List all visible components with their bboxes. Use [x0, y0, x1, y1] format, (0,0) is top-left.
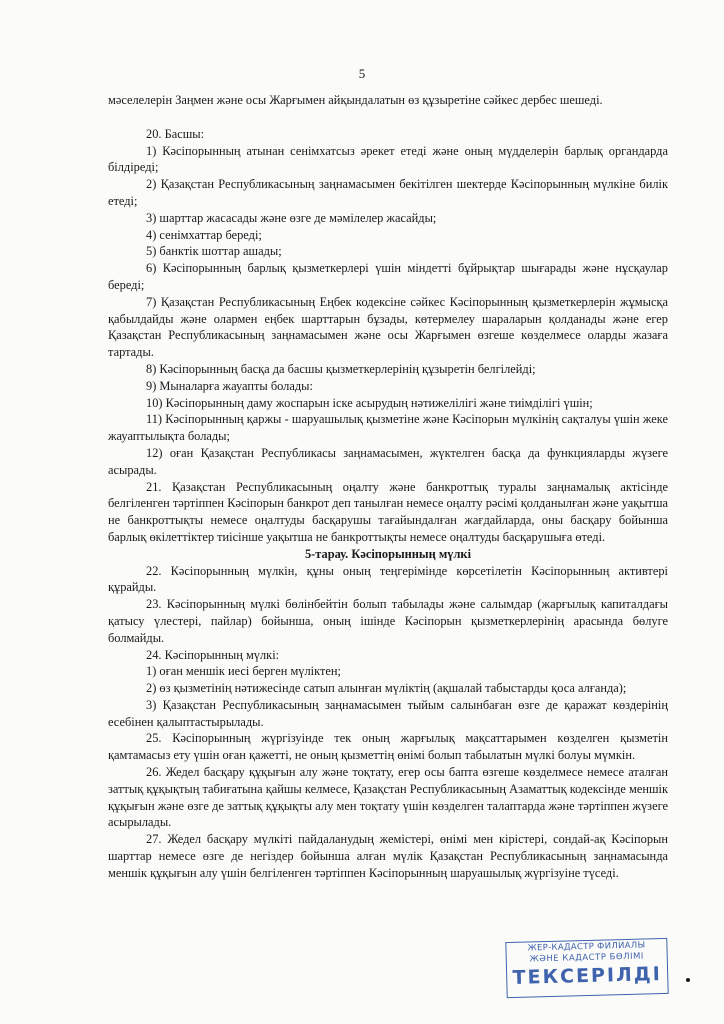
article-20-item-6: 6) Кәсіпорынның барлық қызметкерлері үшін міндетті бұйрықтар шығарады және нұсқаулар береді;	[108, 261, 668, 292]
article-25: 25. Кәсіпорынның жүргізуінде тек оның жарғылық мақсаттарымен көзделген қызметін қамтамасыз ету үшін оған қажетті, не оның қызметтің өнімі болып табылатын мүлкі болуы мүмкін.	[108, 731, 668, 763]
stamp-line-3: ТЕКСЕРІЛДІ	[512, 963, 663, 989]
article-26: 26. Жедел басқару құқығын алу және тоқтату, егер осы бапта өзгеше көзделмесе немесе аталған заттық құқықтың табиғатына қайшы келмесе, Қазақстан Республикасының Азаматтық кодексінде меншік құқығын және өзге де заттық құқықты алу мен тоқтату үшін көзделген талаптарда және тәртіппен жүзеге асырылады.	[108, 765, 668, 830]
article-20-heading: 20. Басшы:	[146, 126, 205, 141]
article-21: 21. Қазақстан Республикасының оңалту және банкроттық туралы заңнамалық актісінде белгіленген тәртіппен Кәсіпорын банкрот деп танылған немесе оңалту рәсімі қолданылған және уақытша не банкроттықты немесе оңалтуды басқарушы тағайындалған жағдайларда, оны басқару бойынша барлық өкілеттіктер тиісінше уақытша не банкроттықты немесе оңалтуды басқарушыға өтеді.	[108, 479, 668, 544]
article-20-item-2: 2) Қазақстан Республикасының заңнамасымен бекітілген шектерде Кәсіпорынның мүлкіне билік етеді;	[108, 177, 668, 208]
article-24-item-1: 1) оған меншік иесі берген мүліктен;	[146, 664, 341, 679]
article-20-item-9: 9) Мыналарға жауапты болады:	[146, 378, 313, 393]
stamp-line-2: ЖӘНЕ КАДАСТР БӨЛІМІ	[529, 951, 645, 965]
ink-dot	[686, 978, 690, 982]
article-20-item-12: 12) оған Қазақстан Республикасы заңнамасымен, жүктелген басқа да функцияларды жүзеге асырады.	[108, 445, 668, 477]
article-20-item-8: 8) Кәсіпорынның басқа да басшы қызметкерлерінің құзыретін белгілейді;	[146, 361, 536, 376]
article-22: 22. Кәсіпорынның мүлкін, құны оның теңгерімінде көрсетілетін Кәсіпорынның активтері құрайды.	[108, 563, 668, 595]
article-20-item-7: 7) Қазақстан Республикасының Еңбек кодексіне сәйкес Кәсіпорынның қызметкерлерін жұмысқа қабылдайды және олармен еңбек шарттарын бұзады, көтермелеу шараларын қолданады және егер Қазақстан Республикасының заңнамасымен және осы Жарғымен өзгеше көзделмесе оларды жазаға тартады.	[108, 294, 668, 360]
page-number: 5	[358, 66, 366, 81]
article-20-item-10: 10) Кәсіпорынның даму жоспарын іске асырудың нәтижелілігі және тиімділігі үшін;	[146, 395, 593, 410]
stamp-line-1: ЖЕР-КАДАСТР ФИЛИАЛЫ	[527, 940, 646, 954]
article-23: 23. Кәсіпорынның мүлкі бөлінбейтін болып табылады және салымдар (жарғылық капиталдағы қатысу үлестері, пайлар) бойынша, оның ішінде Кәсіпорын қызметкерлерінің арасында бөлуге болмайды.	[108, 597, 668, 645]
article-24-item-3: 3) Қазақстан Республикасының заңнамасымен тыйым салынбаған өзге де қаражат көздерінің есебінен қалыптастырылады.	[108, 697, 668, 729]
intro-line: мәселелерін Заңмен және осы Жарғымен айқындалатын өз құзыретіне сәйкес дербес шешеді.	[108, 93, 603, 107]
article-20-item-4: 4) сенімхаттар береді;	[146, 227, 262, 242]
article-20-item-3: 3) шарттар жасасады және өзге де мәмілелер жасайды;	[146, 210, 437, 225]
document-body	[108, 92, 668, 882]
article-20-item-11: 11) Кәсіпорынның қаржы - шаруашылық қызметіне және Кәсіпорын мүлкінің сақталуы үшін жеке жауаптылықта болады;	[108, 412, 668, 444]
spacer	[108, 109, 668, 126]
article-27: 27. Жедел басқару мүлкіті пайдаланудың жемістері, өнімі мен кірістері, сондай-ақ Кәсіпорын шарттар немесе өзге де негіздер бойынша алған мүлік Қазақстан Республикасының заңнамасында меншік құқығын алу үшін белгіленген тәртіппен Кәсіпорынның шаруашылық жүргізуіне түседі.	[108, 832, 668, 880]
section-title: 5-тарау. Кәсіпорынның мүлкі	[304, 546, 472, 561]
verification-stamp	[505, 938, 668, 998]
article-20-item-5: 5) банктік шоттар ашады;	[146, 244, 282, 259]
article-24-heading: 24. Кәсіпорынның мүлкі:	[146, 647, 280, 662]
article-24-item-2: 2) өз қызметінің нәтижесінде сатып алынған мүліктің (ақшалай табыстарды қоса алғанда);	[146, 681, 627, 696]
article-20-item-1: 1) Кәсіпорынның атынан сенімхатсыз әрекет етеді және оның мүдделерін барлық органдарда білдіреді;	[108, 143, 668, 175]
